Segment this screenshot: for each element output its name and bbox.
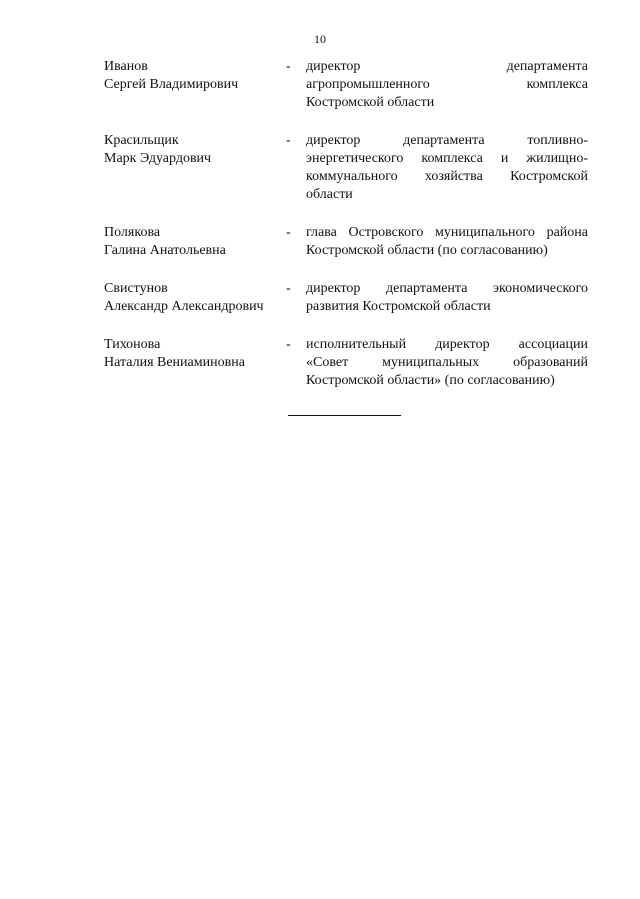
role-line: Костромской области» (по согласованию) bbox=[306, 373, 555, 388]
closing-divider bbox=[288, 415, 401, 416]
role-line: Костромской области bbox=[306, 95, 435, 110]
member-list bbox=[104, 58, 588, 390]
member-given-names: Сергей Владимирович bbox=[104, 77, 239, 92]
member-role bbox=[306, 132, 588, 204]
member-given-names: Марк Эдуардович bbox=[104, 151, 212, 166]
member-role bbox=[306, 280, 588, 316]
role-line: Костромской области (по согласованию) bbox=[306, 243, 548, 258]
member-entry bbox=[104, 58, 588, 112]
member-entry bbox=[104, 336, 588, 390]
member-surname: Полякова bbox=[104, 225, 161, 240]
separator-dash: - bbox=[286, 225, 291, 240]
member-surname: Тихонова bbox=[104, 337, 161, 352]
member-surname: Свистунов bbox=[104, 281, 168, 296]
member-given-names: Наталия Вениаминовна bbox=[104, 355, 245, 370]
member-name bbox=[104, 224, 284, 260]
member-role bbox=[306, 58, 588, 112]
separator-dash: - bbox=[286, 133, 291, 148]
role-line: коммунального хозяйства Костромской bbox=[306, 169, 588, 184]
role-line: директор департамента экономического bbox=[306, 281, 588, 296]
separator-dash: - bbox=[286, 337, 291, 352]
role-line: директор департамента топливно- bbox=[306, 133, 588, 148]
role-line: «Совет муниципальных образований bbox=[306, 355, 588, 370]
role-line: области bbox=[306, 187, 353, 202]
role-line: директор департамента bbox=[306, 59, 588, 74]
role-line: глава Островского муниципального района bbox=[306, 225, 588, 240]
member-role bbox=[306, 224, 588, 260]
member-given-names: Александр Александрович bbox=[104, 299, 264, 314]
role-line: энергетического комплекса и жилищно- bbox=[306, 151, 588, 166]
member-entry bbox=[104, 280, 588, 316]
member-name bbox=[104, 336, 284, 372]
member-name bbox=[104, 132, 284, 168]
member-role bbox=[306, 336, 588, 390]
role-line: развития Костромской области bbox=[306, 299, 491, 314]
member-name bbox=[104, 58, 284, 94]
member-entry bbox=[104, 224, 588, 260]
role-line: агропромышленного комплекса bbox=[306, 77, 588, 92]
role-line: исполнительный директор ассоциации bbox=[306, 337, 588, 352]
separator-dash: - bbox=[286, 59, 291, 74]
member-surname: Красильщик bbox=[104, 133, 179, 148]
page-number: 10 bbox=[314, 32, 326, 46]
member-entry bbox=[104, 132, 588, 204]
separator-dash: - bbox=[286, 281, 291, 296]
member-surname: Иванов bbox=[104, 59, 148, 74]
member-name bbox=[104, 280, 284, 316]
member-given-names: Галина Анатольевна bbox=[104, 243, 226, 258]
